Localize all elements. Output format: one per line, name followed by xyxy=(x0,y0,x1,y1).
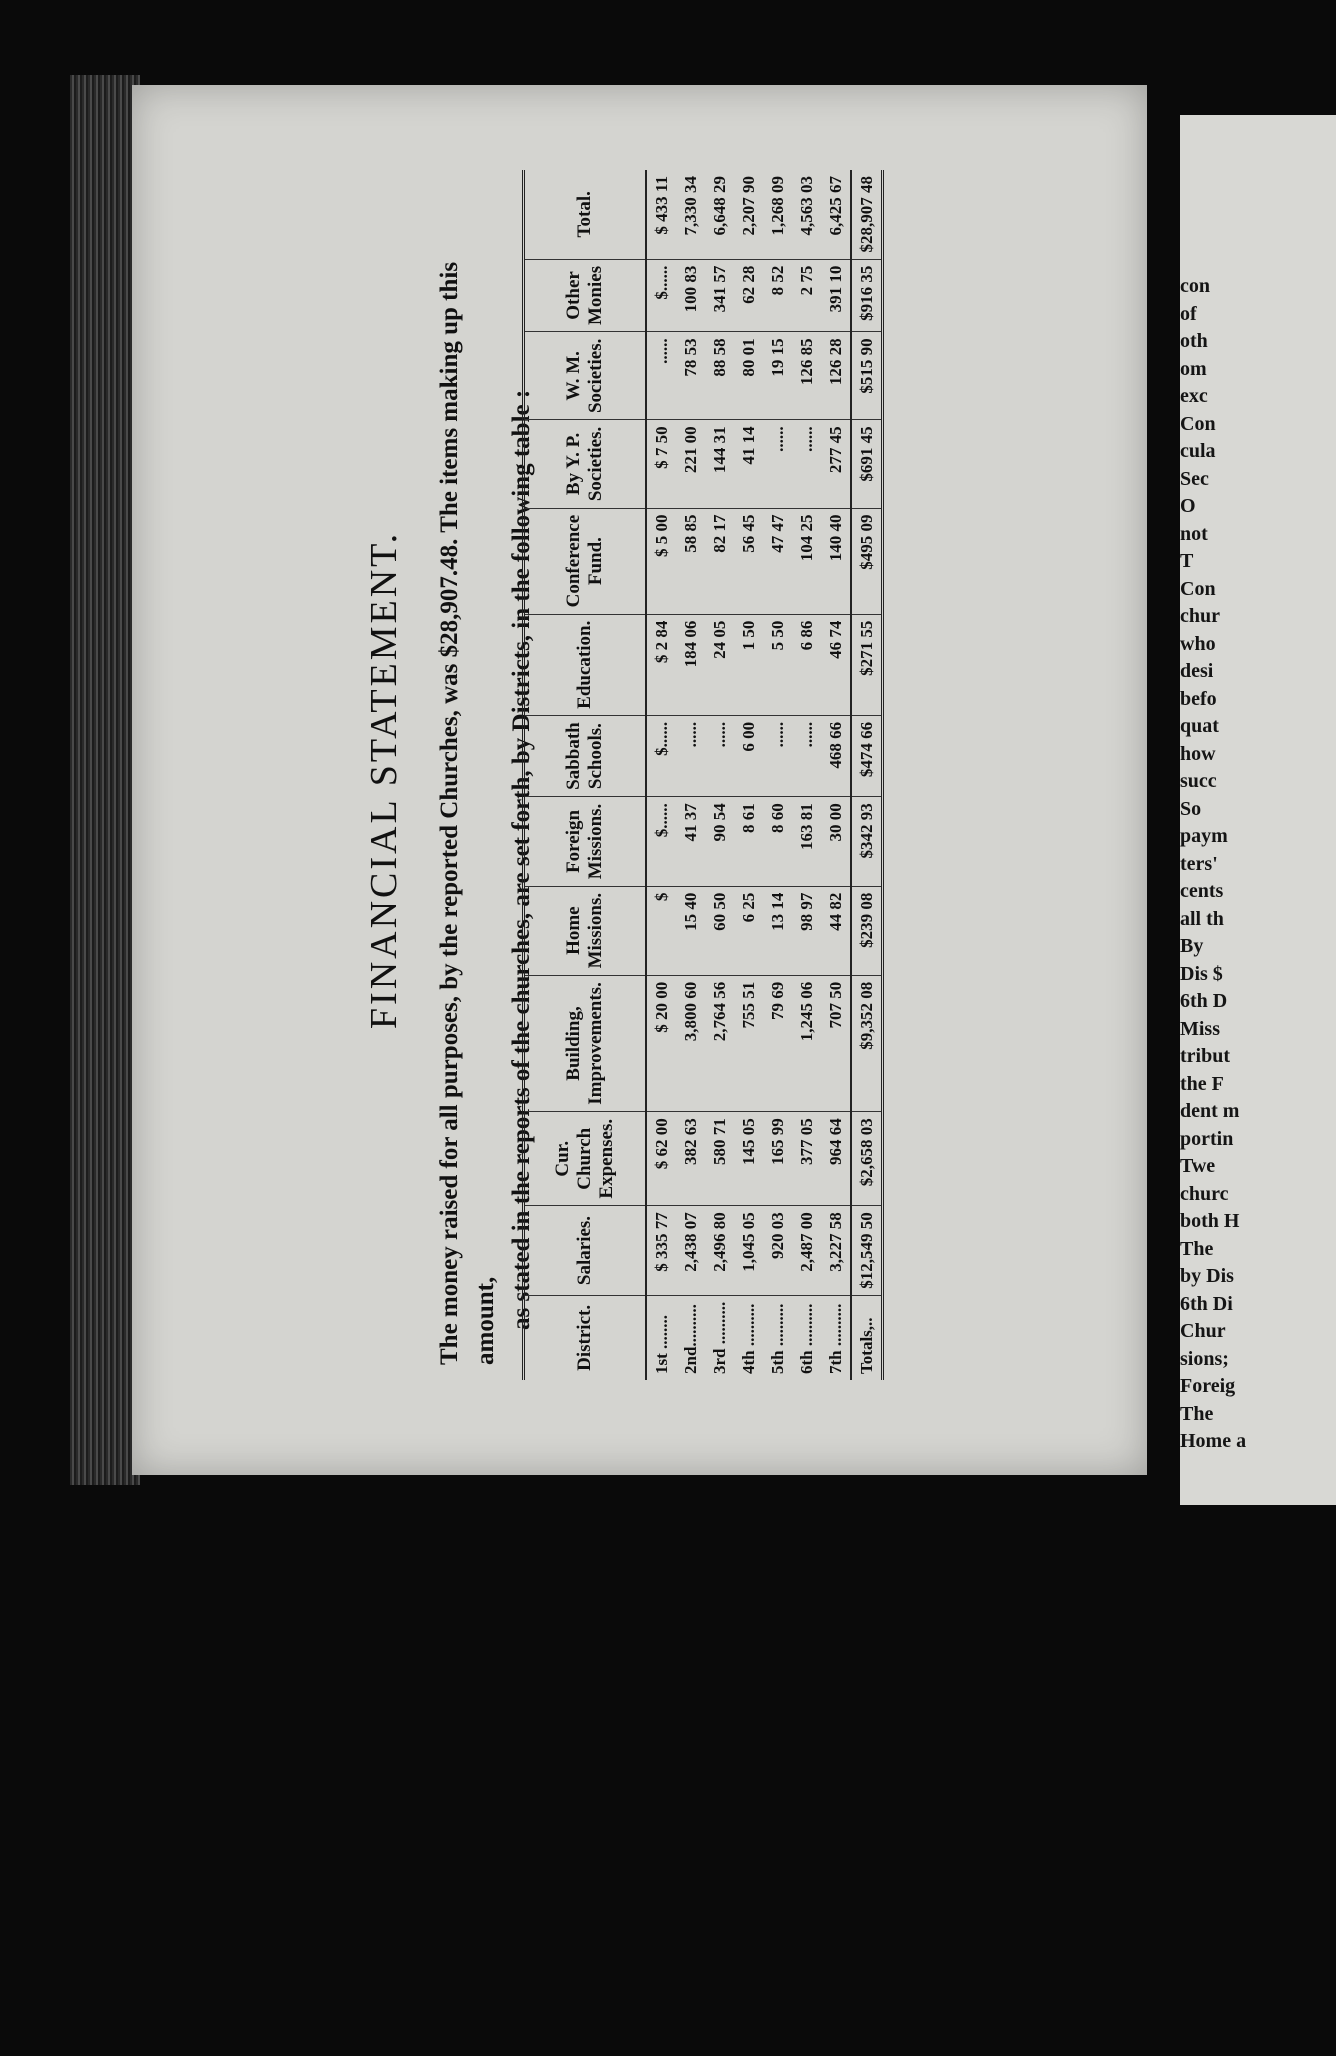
amount-cell: 90 54 xyxy=(705,797,734,886)
total-cell: $691 45 xyxy=(851,420,883,508)
total-cell: $239 08 xyxy=(851,886,883,975)
amount-cell: $ 20 00 xyxy=(646,975,676,1112)
adjacent-page-line: The xyxy=(1180,1402,1214,1425)
amount-cell: 8 61 xyxy=(734,797,763,886)
col-total: Total. xyxy=(524,170,647,259)
district-cell: 6th .......... xyxy=(796,1303,816,1374)
table-header-row xyxy=(524,170,647,1380)
adjacent-page-line: churc xyxy=(1180,1182,1229,1205)
amount-cell: ...... xyxy=(676,715,705,796)
amount-cell: 163 81 xyxy=(792,797,821,886)
amount-cell: 6 00 xyxy=(734,715,763,796)
amount-cell: 277 45 xyxy=(821,420,851,508)
adjacent-page-line: who xyxy=(1180,632,1216,655)
table-row xyxy=(763,170,792,1380)
adjacent-page-line: Chur xyxy=(1180,1320,1226,1342)
amount-cell: 7,330 34 xyxy=(676,170,705,259)
col-other-monies: Other Monies xyxy=(524,259,647,332)
adjacent-page-line: Con xyxy=(1180,577,1216,600)
amount-cell: 2,496 80 xyxy=(705,1206,734,1296)
amount-cell: 2,207 90 xyxy=(734,170,763,259)
amount-cell: 6 86 xyxy=(792,614,821,715)
amount-cell: 80 01 xyxy=(734,332,763,420)
amount-cell: $ 335 77 xyxy=(646,1206,676,1296)
amount-cell: 755 51 xyxy=(734,975,763,1112)
amount-cell: 82 17 xyxy=(705,508,734,614)
amount-cell: 1,268 09 xyxy=(763,170,792,259)
amount-cell: 144 31 xyxy=(705,420,734,508)
adjacent-page-line: portin xyxy=(1180,1127,1234,1150)
amount-cell: ...... xyxy=(646,332,676,420)
amount-cell: 341 57 xyxy=(705,259,734,332)
col-yp-societies: By Y. P. Societies. xyxy=(524,420,647,508)
amount-cell: 79 69 xyxy=(763,975,792,1112)
adjacent-page-line: chur xyxy=(1180,605,1220,627)
adjacent-page-line: desi xyxy=(1180,660,1214,682)
amount-cell: 44 82 xyxy=(821,886,851,975)
adjacent-page-line: con xyxy=(1180,275,1210,297)
adjacent-page-line: oth xyxy=(1180,330,1208,352)
amount-cell: 221 00 xyxy=(676,420,705,508)
amount-cell: 964 64 xyxy=(821,1112,851,1206)
col-building: Building, Improvements. xyxy=(524,975,647,1112)
adjacent-page-line: sions; xyxy=(1180,1347,1229,1370)
total-cell: $515 90 xyxy=(851,332,883,420)
col-church-expenses: Cur. Church Expenses. xyxy=(524,1112,647,1206)
amount-cell: 24 05 xyxy=(705,614,734,715)
amount-cell: 104 25 xyxy=(792,508,821,614)
adjacent-page-line: cula xyxy=(1180,440,1216,462)
col-sabbath-schools: Sabbath Schools. xyxy=(524,715,647,796)
total-cell: $28,907 48 xyxy=(851,170,883,259)
total-cell: $474 66 xyxy=(851,715,883,796)
amount-cell: 8 60 xyxy=(763,797,792,886)
district-cell: 5th .......... xyxy=(767,1303,787,1374)
amount-cell: 2 75 xyxy=(792,259,821,332)
amount-cell: 8 52 xyxy=(763,259,792,332)
amount-cell: 41 37 xyxy=(676,797,705,886)
amount-cell: 184 06 xyxy=(676,614,705,715)
amount-cell: ...... xyxy=(705,715,734,796)
col-district: District. xyxy=(574,1304,595,1371)
col-education: Education. xyxy=(524,614,647,715)
amount-cell: 580 71 xyxy=(705,1112,734,1206)
total-cell: $916 35 xyxy=(851,259,883,332)
amount-cell: 2,438 07 xyxy=(676,1206,705,1296)
adjacent-page-line: Home a xyxy=(1180,1430,1247,1452)
col-salaries: Salaries. xyxy=(524,1206,647,1296)
totals-row xyxy=(851,170,883,1380)
rotated-content xyxy=(132,85,1147,1475)
amount-cell: 391 10 xyxy=(821,259,851,332)
amount-cell: 98 97 xyxy=(792,886,821,975)
amount-cell: $ 7 50 xyxy=(646,420,676,508)
amount-cell: $ 2 84 xyxy=(646,614,676,715)
adjacent-page-line: paym xyxy=(1180,825,1228,847)
total-cell: $342 93 xyxy=(851,797,883,886)
amount-cell: $...... xyxy=(646,259,676,332)
adjacent-page-line: both H xyxy=(1180,1210,1240,1232)
adjacent-page-line: Sec xyxy=(1180,467,1209,490)
amount-cell: 126 28 xyxy=(821,332,851,420)
amount-cell: 165 99 xyxy=(763,1112,792,1206)
adjacent-page-line: ters' xyxy=(1180,852,1218,875)
total-cell: $2,658 03 xyxy=(851,1112,883,1206)
amount-cell: 78 53 xyxy=(676,332,705,420)
amount-cell: 382 63 xyxy=(676,1112,705,1206)
amount-cell: 2,487 00 xyxy=(792,1206,821,1296)
amount-cell: $ 5 00 xyxy=(646,508,676,614)
intro-line-2: as stated in the reports of the churches, are set forth, by Districts, in the following table : xyxy=(508,389,535,1330)
amount-cell: 6,648 29 xyxy=(705,170,734,259)
adjacent-page-line: 6th Di xyxy=(1180,1292,1233,1315)
adjacent-page-line: how xyxy=(1180,742,1216,765)
amount-cell: 19 15 xyxy=(763,332,792,420)
amount-cell: 140 40 xyxy=(821,508,851,614)
amount-cell: $...... xyxy=(646,715,676,796)
amount-cell: 56 45 xyxy=(734,508,763,614)
district-cell: 7th .......... xyxy=(825,1303,845,1374)
district-cell: 1st ........ xyxy=(651,1314,671,1374)
adjacent-page-line: Con xyxy=(1180,412,1216,435)
amount-cell: 707 50 xyxy=(821,975,851,1112)
amount-cell: 60 50 xyxy=(705,886,734,975)
amount-cell: 2,764 56 xyxy=(705,975,734,1112)
amount-cell: 58 85 xyxy=(676,508,705,614)
intro-line-1: The money raised for all purposes, by the reported Churches, was $28,907.48. The items making up this amount, xyxy=(436,261,499,1365)
amount-cell: 88 58 xyxy=(705,332,734,420)
adjacent-page-line: of xyxy=(1180,302,1197,325)
col-conference-fund: Conference Fund. xyxy=(524,508,647,614)
amount-cell: $ 62 00 xyxy=(646,1112,676,1206)
amount-cell: 468 66 xyxy=(821,715,851,796)
adjacent-page-line: the F xyxy=(1180,1072,1224,1095)
adjacent-page-line: by Dis xyxy=(1180,1265,1234,1287)
adjacent-page-line: om xyxy=(1180,357,1207,380)
amount-cell: 377 05 xyxy=(792,1112,821,1206)
amount-cell: 41 14 xyxy=(734,420,763,508)
table-row xyxy=(792,170,821,1380)
amount-cell: ...... xyxy=(792,715,821,796)
amount-cell: $ 433 11 xyxy=(646,170,676,259)
district-cell: 3rd .......... xyxy=(709,1301,729,1374)
page-12 xyxy=(132,85,1147,1475)
adjacent-page-line: dent m xyxy=(1180,1100,1240,1122)
table-row xyxy=(705,170,734,1380)
adjacent-page-line: succ xyxy=(1180,770,1217,792)
adjacent-page xyxy=(1180,115,1336,1505)
district-cell: 4th .......... xyxy=(738,1303,758,1374)
amount-cell: 5 50 xyxy=(763,614,792,715)
amount-cell: 6,425 67 xyxy=(821,170,851,259)
amount-cell: 4,563 03 xyxy=(792,170,821,259)
amount-cell: 62 28 xyxy=(734,259,763,332)
amount-cell: ...... xyxy=(763,420,792,508)
table-row xyxy=(676,170,705,1380)
total-cell: $9,352 08 xyxy=(851,975,883,1112)
adjacent-page-line: not xyxy=(1180,522,1208,545)
amount-cell: 47 47 xyxy=(763,508,792,614)
district-cell: 2nd.......... xyxy=(680,1304,700,1374)
amount-cell: 3,800 60 xyxy=(676,975,705,1112)
amount-cell: 30 00 xyxy=(821,797,851,886)
financial-table xyxy=(522,170,884,1380)
amount-cell: 15 40 xyxy=(676,886,705,975)
col-wm-societies: W. M. Societies. xyxy=(524,332,647,420)
total-cell: $495 09 xyxy=(851,508,883,614)
table-row xyxy=(734,170,763,1380)
amount-cell: 126 85 xyxy=(792,332,821,420)
adjacent-page-line: Dis $ xyxy=(1180,962,1223,985)
adjacent-page-line: Foreig xyxy=(1180,1375,1236,1397)
book-edge xyxy=(70,75,140,1485)
amount-cell: ...... xyxy=(792,420,821,508)
adjacent-page-line: cents xyxy=(1180,880,1224,902)
amount-cell: 1,045 05 xyxy=(734,1206,763,1296)
amount-cell: 145 05 xyxy=(734,1112,763,1206)
page-title: FINANCIAL STATEMENT. xyxy=(363,530,405,1030)
table-row xyxy=(821,170,851,1380)
col-foreign-missions: Foreign Missions. xyxy=(524,797,647,886)
adjacent-page-line: exc xyxy=(1180,385,1208,407)
adjacent-page-line: T xyxy=(1180,550,1194,572)
amount-cell: 1,245 06 xyxy=(792,975,821,1112)
amount-cell: 13 14 xyxy=(763,886,792,975)
amount-cell: ...... xyxy=(763,715,792,796)
table-row xyxy=(646,170,676,1380)
amount-cell: $ xyxy=(646,886,676,975)
amount-cell: 3,227 58 xyxy=(821,1206,851,1296)
adjacent-page-line: 6th D xyxy=(1180,990,1228,1012)
adjacent-page-line: befo xyxy=(1180,687,1217,710)
adjacent-page-line: O xyxy=(1180,495,1196,517)
adjacent-page-line: So xyxy=(1180,797,1202,820)
total-cell: $12,549 50 xyxy=(851,1206,883,1296)
adjacent-page-line: all th xyxy=(1180,907,1224,930)
amount-cell: 920 03 xyxy=(763,1206,792,1296)
totals-label: Totals,.. xyxy=(851,1295,883,1380)
adjacent-page-line: By xyxy=(1180,935,1204,957)
amount-cell: $...... xyxy=(646,797,676,886)
amount-cell: 100 83 xyxy=(676,259,705,332)
amount-cell: 1 50 xyxy=(734,614,763,715)
adjacent-page-line: The xyxy=(1180,1237,1214,1260)
amount-cell: 46 74 xyxy=(821,614,851,715)
amount-cell: 6 25 xyxy=(734,886,763,975)
adjacent-page-line: quat xyxy=(1180,715,1219,737)
adjacent-page-line: Miss xyxy=(1180,1017,1220,1040)
col-home-missions: Home Missions. xyxy=(524,886,647,975)
adjacent-page-line: tribut xyxy=(1180,1045,1230,1067)
adjacent-page-line: Twe xyxy=(1180,1155,1216,1177)
total-cell: $271 55 xyxy=(851,614,883,715)
